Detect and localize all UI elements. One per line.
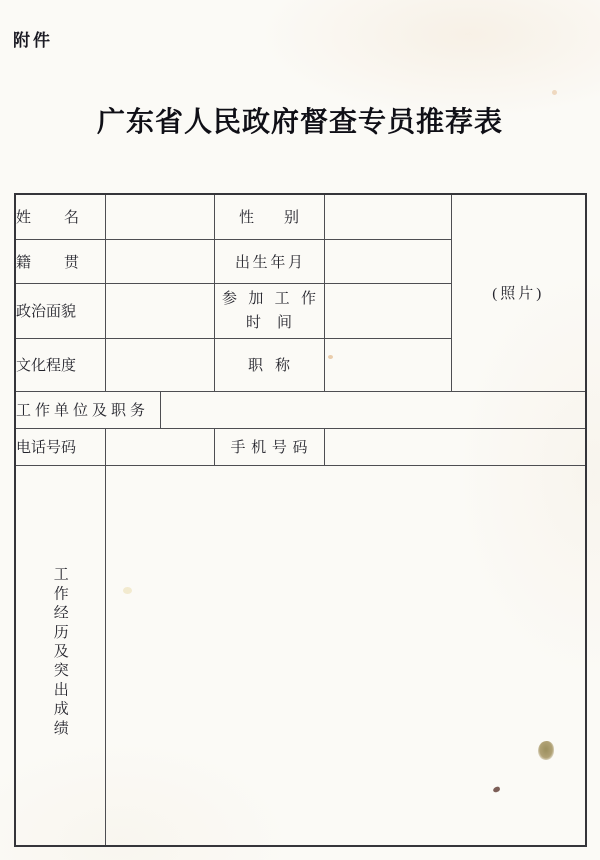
birth-date-label: 出生年月	[235, 254, 303, 271]
political-status-value-cell	[105, 283, 214, 338]
work-start-label-line2: 时间	[246, 315, 292, 332]
phone-value-cell	[105, 428, 214, 465]
job-title-label: 职称	[248, 358, 290, 374]
birth-date-value-cell	[324, 239, 451, 283]
experience-label-cell	[15, 465, 105, 846]
phone-label: 电话号码	[16, 440, 77, 456]
experience-label: 工作经历及突出成绩	[51, 566, 68, 740]
native-place-value-cell	[105, 239, 214, 283]
work-start-label-line1: 参加工作	[222, 290, 316, 307]
scan-stain-blob	[538, 741, 554, 760]
education-label: 文化程度	[16, 358, 77, 374]
work-start-label-cell	[214, 283, 324, 338]
name-label: 姓名	[16, 210, 79, 227]
work-unit-value-cell	[160, 391, 586, 428]
job-title-label-cell	[214, 338, 324, 391]
photo-placeholder: (照片)	[492, 286, 545, 303]
experience-value-cell	[105, 465, 586, 846]
scan-stain-dot	[328, 355, 333, 359]
mobile-value-cell	[324, 428, 586, 465]
work-unit-label-cell	[15, 391, 160, 428]
work-start-value-cell	[324, 283, 451, 338]
photo-cell	[451, 194, 586, 391]
phone-label-cell	[15, 428, 105, 465]
mobile-label: 手机号码	[230, 440, 308, 456]
page-title: 广东省人民政府督查专员推荐表	[96, 107, 503, 138]
native-place-label: 籍贯	[16, 254, 79, 271]
birth-date-label-cell	[214, 239, 324, 283]
scan-stain-dot	[123, 587, 132, 594]
job-title-value-cell	[324, 338, 451, 391]
name-label-cell	[15, 194, 105, 239]
education-label-cell	[15, 338, 105, 391]
recommendation-table	[14, 193, 587, 847]
political-status-label: 政治面貌	[16, 304, 77, 320]
gender-label-cell	[214, 194, 324, 239]
attachment-label: 附件	[13, 31, 53, 50]
work-unit-label: 工作单位及职务	[16, 403, 145, 419]
mobile-label-cell	[214, 428, 324, 465]
gender-label: 性别	[239, 210, 299, 227]
gender-value-cell	[324, 194, 451, 239]
political-status-label-cell	[15, 283, 105, 338]
native-place-label-cell	[15, 239, 105, 283]
name-value-cell	[105, 194, 214, 239]
education-value-cell	[105, 338, 214, 391]
scan-stain-dot	[552, 90, 557, 95]
